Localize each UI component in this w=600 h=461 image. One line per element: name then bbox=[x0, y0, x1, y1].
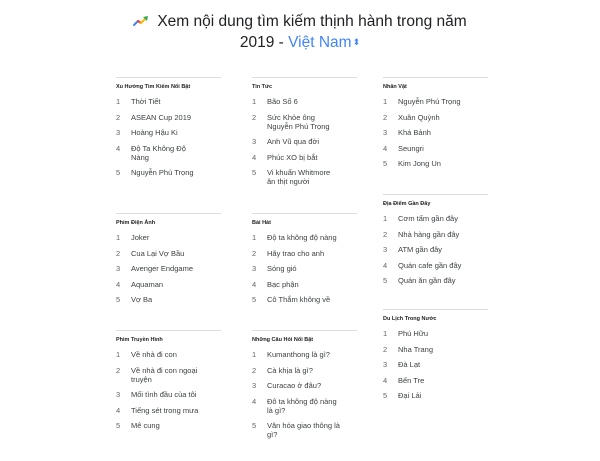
rank: 2 bbox=[252, 112, 257, 122]
list-item[interactable] bbox=[383, 113, 488, 122]
region-label: Việt Nam bbox=[288, 34, 352, 51]
card-top-questions bbox=[252, 330, 357, 446]
divider bbox=[383, 194, 488, 195]
item-label: Cô Thắm không về bbox=[267, 295, 331, 304]
rank: 5 bbox=[116, 168, 121, 177]
ranked-list bbox=[116, 233, 221, 304]
item-label: Bão Số 6 bbox=[267, 97, 298, 106]
card-trending-searches bbox=[116, 77, 221, 184]
item-label: Vợ Ba bbox=[131, 295, 153, 304]
item-label: Bến Tre bbox=[398, 375, 425, 385]
list-item[interactable] bbox=[383, 97, 488, 106]
item-label: Mối tình đầu của tôi bbox=[131, 390, 197, 399]
divider bbox=[116, 77, 221, 78]
card-songs bbox=[252, 213, 357, 311]
ranked-list bbox=[116, 350, 221, 430]
rank: 5 bbox=[383, 276, 388, 285]
list-item[interactable] bbox=[383, 261, 488, 270]
rank: 4 bbox=[252, 152, 257, 162]
divider bbox=[383, 77, 488, 78]
item-label: Quán cafe gần đây bbox=[398, 260, 462, 270]
item-label: ATM gần đây bbox=[398, 245, 443, 254]
card-title: Phim Truyền Hình bbox=[116, 337, 163, 343]
list-item[interactable] bbox=[383, 276, 488, 285]
card-title: Tin Tức bbox=[252, 84, 273, 90]
list-item[interactable] bbox=[116, 280, 221, 289]
rank: 5 bbox=[116, 421, 121, 430]
list-item[interactable] bbox=[252, 97, 357, 106]
item-label: Tiếng sét trong mưa bbox=[131, 405, 199, 415]
rank: 4 bbox=[383, 375, 388, 385]
list-item[interactable] bbox=[116, 406, 221, 415]
list-item[interactable] bbox=[252, 113, 357, 131]
list-item[interactable] bbox=[116, 264, 221, 273]
list-item[interactable] bbox=[116, 390, 221, 399]
rank: 1 bbox=[116, 233, 121, 242]
rank: 1 bbox=[252, 233, 257, 242]
rank: 3 bbox=[383, 245, 388, 254]
rank: 1 bbox=[383, 97, 388, 106]
item-label: Vi khuẩn Whitmore ăn thịt người bbox=[267, 168, 331, 186]
list-item[interactable] bbox=[116, 97, 221, 106]
list-item[interactable] bbox=[252, 153, 357, 162]
card-news bbox=[252, 77, 357, 193]
item-label: Nha Trang bbox=[398, 344, 434, 354]
list-item[interactable] bbox=[252, 168, 357, 186]
list-item[interactable] bbox=[116, 421, 221, 430]
list-item[interactable] bbox=[252, 233, 357, 242]
list-item[interactable] bbox=[252, 381, 357, 390]
rank: 2 bbox=[383, 112, 388, 122]
item-label: Nguyễn Phú Trọng bbox=[398, 97, 461, 106]
list-item[interactable] bbox=[116, 233, 221, 242]
card-title: Phim Điện Ảnh bbox=[116, 220, 156, 226]
divider bbox=[383, 309, 488, 310]
card-title: Bài Hát bbox=[252, 220, 271, 226]
rank: 5 bbox=[252, 168, 257, 177]
card-title: Du Lịch Trong Nước bbox=[383, 316, 437, 322]
card-domestic-travel bbox=[383, 309, 488, 407]
rank: 2 bbox=[252, 248, 257, 258]
rank: 5 bbox=[383, 391, 388, 400]
list-item[interactable] bbox=[116, 128, 221, 137]
list-item[interactable] bbox=[252, 350, 357, 359]
list-item[interactable] bbox=[116, 366, 221, 384]
region-selector[interactable] bbox=[288, 34, 360, 51]
card-nearby-places bbox=[383, 194, 488, 292]
rank: 4 bbox=[383, 143, 388, 153]
item-label: Nguyễn Phú Trọng bbox=[131, 168, 194, 177]
ranked-list bbox=[383, 214, 488, 285]
list-item[interactable] bbox=[252, 137, 357, 146]
rank: 4 bbox=[116, 279, 121, 289]
item-label: Seungri bbox=[398, 143, 424, 153]
up-down-arrows-icon: ⬍ bbox=[352, 37, 361, 48]
rank: 5 bbox=[383, 159, 388, 168]
item-label: Phúc XO bị bắt bbox=[267, 152, 318, 162]
item-label: Đại Lải bbox=[398, 391, 422, 400]
rank: 3 bbox=[383, 128, 388, 137]
divider bbox=[252, 213, 357, 214]
header-title: Xem nội dung tìm kiếm thịnh hành trong năm bbox=[157, 13, 467, 30]
rank: 1 bbox=[116, 97, 121, 106]
rank: 4 bbox=[383, 260, 388, 270]
rank: 1 bbox=[383, 329, 388, 338]
ranked-list bbox=[252, 350, 357, 439]
item-label: Phú Hữu bbox=[398, 329, 429, 338]
list-item[interactable] bbox=[252, 421, 357, 439]
item-label: Anh Vũ qua đời bbox=[267, 137, 320, 146]
header-year: 2019 bbox=[239, 34, 275, 51]
card-title: Nhân Vật bbox=[383, 84, 407, 90]
item-label: Joker bbox=[131, 233, 150, 242]
list-item[interactable] bbox=[383, 245, 488, 254]
rank: 4 bbox=[252, 279, 257, 289]
item-label: Sóng gió bbox=[267, 264, 297, 273]
rank: 3 bbox=[252, 381, 257, 390]
rank: 2 bbox=[116, 248, 121, 258]
header-line-2 bbox=[0, 32, 600, 53]
rank: 3 bbox=[252, 137, 257, 146]
list-item[interactable] bbox=[383, 376, 488, 385]
item-label: Thời Tiết bbox=[131, 97, 161, 106]
item-label: Nhà hàng gần đây bbox=[398, 229, 460, 239]
list-item[interactable] bbox=[383, 345, 488, 354]
item-label: Khá Bảnh bbox=[398, 128, 431, 137]
ranked-list bbox=[116, 97, 221, 177]
item-label: Kim Jong Un bbox=[398, 159, 441, 168]
list-item[interactable] bbox=[116, 350, 221, 359]
list-item[interactable] bbox=[383, 391, 488, 400]
list-item[interactable] bbox=[116, 113, 221, 122]
rank: 2 bbox=[252, 365, 257, 375]
item-label: Cua Lại Vợ Bầu bbox=[131, 248, 185, 258]
header-line-1 bbox=[0, 11, 600, 32]
rank: 1 bbox=[252, 350, 257, 359]
rank: 2 bbox=[383, 344, 388, 354]
divider bbox=[252, 330, 357, 331]
list-item[interactable] bbox=[383, 360, 488, 369]
item-label: Về nhà đi con bbox=[131, 350, 177, 359]
item-label: Văn hóa giao thông là gì? bbox=[267, 421, 340, 439]
rank: 3 bbox=[383, 360, 388, 369]
list-item[interactable] bbox=[116, 295, 221, 304]
rank: 3 bbox=[116, 264, 121, 273]
card-movies bbox=[116, 213, 221, 311]
item-label: Đô ta không độ nàng là gì? bbox=[267, 396, 337, 415]
header-separator: - bbox=[278, 34, 284, 51]
item-label: Sức Khỏe ông Nguyễn Phú Trọng bbox=[267, 112, 330, 131]
list-item[interactable] bbox=[383, 329, 488, 338]
item-label: Cơm tấm gần đây bbox=[398, 214, 458, 223]
list-item[interactable] bbox=[252, 249, 357, 258]
page-header bbox=[0, 11, 600, 53]
list-item[interactable] bbox=[383, 128, 488, 137]
item-label: Bạc phận bbox=[267, 279, 299, 289]
item-label: Curacao ở đâu? bbox=[267, 381, 322, 390]
list-item[interactable] bbox=[252, 397, 357, 415]
rank: 5 bbox=[252, 295, 257, 304]
divider bbox=[116, 330, 221, 331]
item-label: Độ Ta Không Độ Nàng bbox=[131, 143, 186, 162]
rank: 3 bbox=[252, 264, 257, 273]
divider bbox=[252, 77, 357, 78]
card-title: Xu Hướng Tìm Kiếm Nổi Bật bbox=[116, 84, 191, 90]
card-tv-series bbox=[116, 330, 221, 437]
list-item[interactable] bbox=[116, 168, 221, 177]
item-label: Hoàng Hậu Ki bbox=[131, 128, 178, 137]
list-item[interactable] bbox=[383, 144, 488, 153]
list-item[interactable] bbox=[252, 264, 357, 273]
list-item[interactable] bbox=[252, 366, 357, 375]
ranked-list bbox=[252, 97, 357, 186]
rank: 5 bbox=[116, 295, 121, 304]
item-label: Mê cung bbox=[131, 421, 160, 430]
item-label: ASEAN Cup 2019 bbox=[131, 112, 192, 122]
rank: 2 bbox=[116, 112, 121, 122]
card-people bbox=[383, 77, 488, 175]
list-item[interactable] bbox=[252, 280, 357, 289]
card-title: Địa Điểm Gần Đây bbox=[383, 201, 431, 207]
list-item[interactable] bbox=[383, 214, 488, 223]
rank: 1 bbox=[252, 97, 257, 106]
rank: 4 bbox=[116, 143, 121, 153]
card-title: Những Câu Hỏi Nổi Bật bbox=[252, 337, 314, 343]
item-label: Avenger Endgame bbox=[131, 264, 193, 273]
rank: 5 bbox=[252, 421, 257, 430]
list-item[interactable] bbox=[116, 144, 221, 162]
rank: 1 bbox=[383, 214, 388, 223]
item-label: Aquaman bbox=[131, 279, 164, 289]
list-item[interactable] bbox=[383, 230, 488, 239]
divider bbox=[116, 213, 221, 214]
item-label: Đà Lạt bbox=[398, 360, 421, 369]
rank: 3 bbox=[116, 128, 121, 137]
list-item[interactable] bbox=[252, 295, 357, 304]
item-label: Xuân Quỳnh bbox=[398, 112, 440, 122]
rank: 2 bbox=[116, 365, 121, 375]
ranked-list bbox=[252, 233, 357, 304]
ranked-list bbox=[383, 329, 488, 400]
list-item[interactable] bbox=[116, 249, 221, 258]
item-label: Cà khịa là gì? bbox=[267, 365, 313, 375]
rank: 1 bbox=[116, 350, 121, 359]
rank: 3 bbox=[116, 390, 121, 399]
item-label: Về nhà đi con ngoại truyện bbox=[131, 365, 198, 384]
list-item[interactable] bbox=[383, 159, 488, 168]
ranked-list bbox=[383, 97, 488, 168]
rank: 4 bbox=[116, 405, 121, 415]
item-label: Độ ta không độ nàng bbox=[267, 233, 337, 242]
item-label: Kumanthong là gì? bbox=[267, 350, 330, 359]
rank: 2 bbox=[383, 229, 388, 239]
rank: 4 bbox=[252, 396, 257, 406]
item-label: Hãy trao cho anh bbox=[267, 248, 325, 258]
trending-up-icon bbox=[133, 15, 149, 27]
item-label: Quán ăn gần đây bbox=[398, 276, 456, 285]
